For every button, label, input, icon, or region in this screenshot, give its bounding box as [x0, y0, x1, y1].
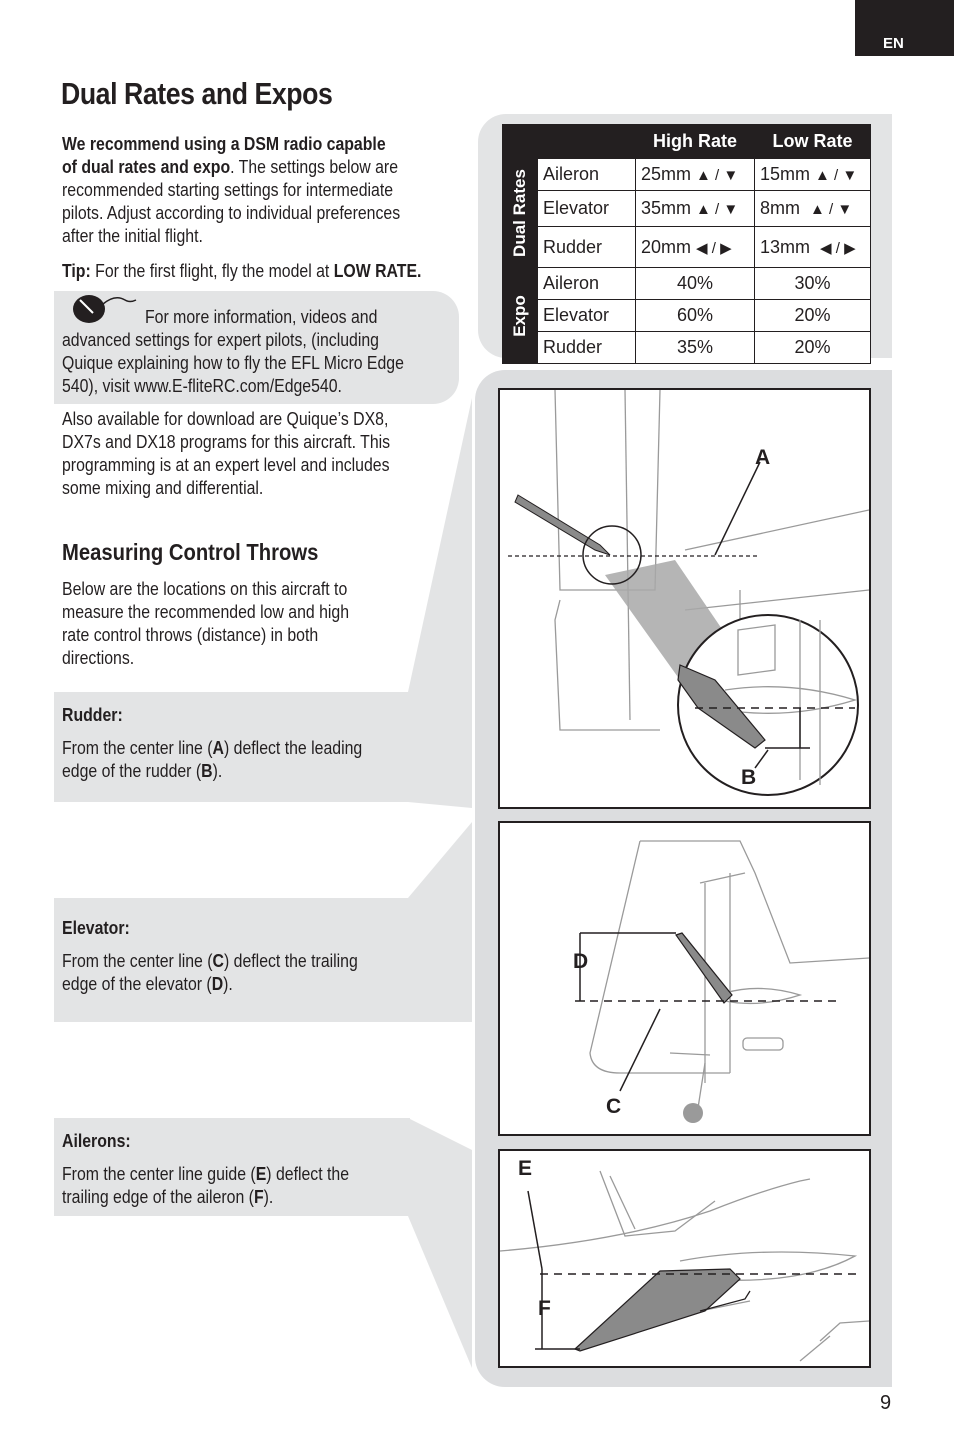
cell-value: 35mm [641, 198, 692, 218]
elevator-text-3: edge of the elevator ( [62, 974, 212, 994]
row-label: Elevator [538, 191, 636, 227]
elevator-ref-d: D [211, 974, 224, 994]
rudder-illustration [500, 390, 869, 807]
measuring-line-2: measure the recommended low and high [62, 602, 350, 622]
cell-value: 20mm [641, 236, 692, 257]
elevator-text-1: From the center line ( [62, 951, 213, 971]
elevator-heading: Elevator: [62, 918, 130, 938]
cell-low [755, 227, 871, 268]
cell-high: 60% [636, 300, 755, 332]
row-label: Rudder [538, 332, 636, 364]
cell-low: 20% [755, 300, 871, 332]
rudder-ref-a: A [212, 738, 224, 758]
aileron-ref-e: E [255, 1164, 267, 1184]
rates-table [502, 124, 871, 364]
table-header-row [503, 125, 871, 159]
row-label: Elevator [538, 300, 636, 332]
page-number: 9 [880, 1392, 892, 1414]
tip-label: Tip: [62, 261, 91, 281]
table-row [503, 332, 871, 364]
elevator-ref-c: C [212, 951, 224, 971]
intro-line-2: . The settings below are [230, 157, 399, 177]
info-line-1: For more information, videos and [145, 307, 378, 327]
elevator-text-4: ). [223, 974, 233, 994]
arrows-icon: ◀ / ▶ [696, 239, 732, 257]
intro-line-4: pilots. Adjust according to individual preferences [62, 203, 401, 223]
arrows-icon: ▲ / ▼ [810, 201, 853, 218]
arrows-icon: ◀ / ▶ [820, 239, 856, 257]
table-row [503, 159, 871, 191]
info-line-3: Quique explaining how to fly the EFL Micro Edge [62, 353, 404, 373]
rudder-text [62, 704, 403, 783]
table-row [503, 300, 871, 332]
cell-high [636, 191, 755, 227]
label-b: B [741, 766, 757, 789]
download-line-4: some mixing and differential. [62, 478, 264, 498]
label-d: D [573, 950, 589, 973]
cell-high [636, 159, 755, 191]
label-e: E [518, 1157, 533, 1180]
download-line-1: Also available for download are Quique’s DX8, [62, 409, 389, 429]
elevator-diagram [498, 821, 871, 1136]
cell-low [755, 159, 871, 191]
aileron-text-2: ) deflect the [266, 1164, 350, 1184]
intro-line-3: recommended starting settings for intermediate [62, 180, 394, 200]
row-label: Aileron [538, 159, 636, 191]
measuring-line-4: directions. [62, 648, 135, 668]
table-row [503, 191, 871, 227]
language-label: EN [883, 35, 904, 52]
aileron-diagram [498, 1149, 871, 1368]
tip-emphasis: LOW RATE. [333, 261, 422, 281]
aileron-heading: Ailerons: [62, 1131, 131, 1151]
label-f: F [538, 1297, 551, 1320]
page-title: Dual Rates and Expos [61, 76, 333, 111]
table-row [503, 227, 871, 268]
elevator-illustration [500, 823, 869, 1134]
info-line-4: 540), visit www.E-fliteRC.com/Edge540. [62, 376, 342, 396]
aileron-ref-f: F [253, 1187, 264, 1207]
cell-high [636, 227, 755, 268]
elevator-text-2: ) deflect the trailing [223, 951, 358, 971]
label-c: C [606, 1095, 622, 1118]
cell-high: 40% [636, 268, 755, 300]
cell-value: 25mm [641, 164, 692, 184]
intro-line-5: after the initial flight. [62, 226, 203, 246]
section-heading: Measuring Control Throws [62, 539, 319, 565]
intro-bold-1: We recommend using a DSM radio capable [62, 134, 386, 154]
rudder-diagram [498, 388, 871, 809]
expo-side-label: Expo [503, 268, 538, 364]
row-label: Rudder [538, 227, 636, 268]
rudder-ref-b: B [201, 761, 213, 781]
elevator-text [62, 917, 398, 996]
rudder-text-1: From the center line ( [62, 738, 213, 758]
cell-low: 20% [755, 332, 871, 364]
info-line-2: advanced settings for expert pilots, (including [62, 330, 379, 350]
rudder-text-4: ). [212, 761, 223, 781]
arrows-icon: ▲ / ▼ [696, 201, 739, 218]
cell-value: 8mm [760, 198, 800, 218]
measuring-line-1: Below are the locations on this aircraft to [62, 579, 348, 599]
label-a: A [755, 446, 771, 469]
rudder-text-3: edge of the rudder ( [62, 761, 202, 781]
arrows-icon: ▲ / ▼ [696, 167, 739, 184]
cell-low: 30% [755, 268, 871, 300]
cell-value: 15mm [760, 164, 811, 184]
header-blank [503, 125, 636, 159]
cell-low [755, 191, 871, 227]
aileron-text-3: trailing edge of the aileron ( [62, 1187, 254, 1207]
aileron-text-1: From the center line guide ( [62, 1164, 256, 1184]
cell-value: 13mm [760, 236, 811, 257]
table-row [503, 268, 871, 300]
header-low-rate: Low Rate [755, 125, 871, 159]
cell-high: 35% [636, 332, 755, 364]
rudder-heading: Rudder: [62, 705, 123, 725]
arrows-icon: ▲ / ▼ [815, 167, 858, 184]
aileron-illustration [500, 1151, 869, 1366]
header-high-rate: High Rate [636, 125, 755, 159]
row-label: Aileron [538, 268, 636, 300]
measuring-line-3: rate control throws (distance) in both [62, 625, 319, 645]
download-line-3: programming is at an expert level and includes [62, 455, 390, 475]
dual-rates-side-label: Dual Rates [503, 159, 538, 268]
rudder-text-2: ) deflect the leading [223, 738, 363, 758]
tip-text: For the first flight, fly the model at [90, 261, 334, 281]
aileron-text [62, 1130, 388, 1209]
aileron-text-4: ). [263, 1187, 274, 1207]
intro-bold-2: of dual rates and expo [62, 157, 231, 177]
download-line-2: DX7s and DX18 programs for this aircraft. This [62, 432, 391, 452]
